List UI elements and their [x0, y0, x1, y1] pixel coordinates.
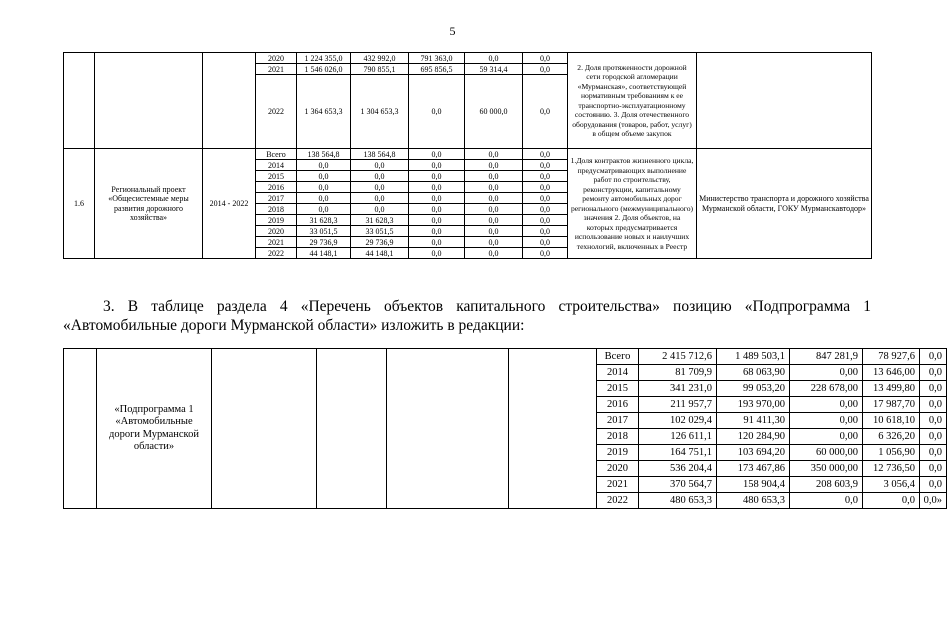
value-cell: 0,0: [523, 226, 568, 237]
value-cell: 81 709,9: [639, 365, 717, 381]
value-cell: 0,0: [920, 365, 947, 381]
value-cell: 0,00: [790, 413, 863, 429]
value-cell: 0,0: [523, 182, 568, 193]
section-number-cell: 1.6: [64, 149, 95, 259]
value-cell: 536 204,4: [639, 461, 717, 477]
year-cell: 2015: [256, 171, 297, 182]
value-cell: 0,0: [409, 248, 465, 259]
value-cell: 791 363,0: [409, 53, 465, 64]
value-cell: 695 856,5: [409, 64, 465, 75]
value-cell: 44 148,1: [297, 248, 351, 259]
value-cell: 0,0: [409, 226, 465, 237]
value-cell: 91 411,30: [717, 413, 790, 429]
value-cell: 102 029,4: [639, 413, 717, 429]
value-cell: 0,0: [351, 171, 409, 182]
value-cell: 0,0: [465, 53, 523, 64]
section-name-cell: [95, 53, 203, 149]
value-cell: 0,0: [409, 75, 465, 149]
indicators-cell: 2. Доля протяженности дорожной сети городской агломерации «Мурманская», соответствующей нормативным требованиям к ее транспортно-эксплуатационному состоянию. 3. Доля отечественного оборудования (товаров, работ, услуг) в общем объеме закупок: [568, 53, 697, 149]
value-cell: 0,0»: [920, 493, 947, 509]
value-cell: 193 970,00: [717, 397, 790, 413]
value-cell: 126 611,1: [639, 429, 717, 445]
value-cell: 33 051,5: [351, 226, 409, 237]
value-cell: 0,0: [465, 160, 523, 171]
value-cell: 0,0: [920, 445, 947, 461]
value-cell: 0,0: [409, 182, 465, 193]
value-cell: 0,0: [297, 193, 351, 204]
year-cell: 2014: [597, 365, 639, 381]
value-cell: 0,0: [297, 160, 351, 171]
year-cell: 2016: [256, 182, 297, 193]
value-cell: 0,0: [351, 160, 409, 171]
value-cell: 0,0: [523, 248, 568, 259]
value-cell: 0,0: [523, 171, 568, 182]
empty-cell: [212, 349, 317, 509]
value-cell: 60 000,00: [790, 445, 863, 461]
value-cell: 44 148,1: [351, 248, 409, 259]
period-cell: 2014 - 2022: [203, 149, 256, 259]
value-cell: 0,0: [920, 477, 947, 493]
value-cell: 211 957,7: [639, 397, 717, 413]
year-cell: 2018: [597, 429, 639, 445]
year-cell: 2016: [597, 397, 639, 413]
value-cell: 0,0: [465, 226, 523, 237]
value-cell: 13 499,80: [863, 381, 920, 397]
year-cell: 2015: [597, 381, 639, 397]
value-cell: 138 564,8: [351, 149, 409, 160]
value-cell: 0,00: [790, 397, 863, 413]
page-number: 5: [449, 24, 456, 38]
value-cell: 10 618,10: [863, 413, 920, 429]
empty-cell: [317, 349, 387, 509]
year-cell: 2020: [597, 461, 639, 477]
value-cell: 173 467,86: [717, 461, 790, 477]
value-cell: 0,0: [523, 64, 568, 75]
year-cell: 2014: [256, 160, 297, 171]
table-row: [64, 349, 947, 365]
year-cell: 2021: [256, 64, 297, 75]
number-cell: [64, 349, 97, 509]
section-number-cell: [64, 53, 95, 149]
value-cell: 1 546 026,0: [297, 64, 351, 75]
value-cell: 0,0: [523, 75, 568, 149]
value-cell: 370 564,7: [639, 477, 717, 493]
value-cell: 0,0: [465, 248, 523, 259]
value-cell: 0,0: [409, 204, 465, 215]
value-cell: 0,0: [465, 204, 523, 215]
value-cell: 13 646,00: [863, 365, 920, 381]
value-cell: 0,0: [863, 493, 920, 509]
value-cell: 1 056,90: [863, 445, 920, 461]
year-cell: 2020: [256, 226, 297, 237]
value-cell: 78 927,6: [863, 349, 920, 365]
value-cell: 0,0: [790, 493, 863, 509]
value-cell: 0,0: [351, 193, 409, 204]
value-cell: 432 992,0: [351, 53, 409, 64]
capital-construction-table: [63, 348, 947, 509]
value-cell: 0,0: [465, 193, 523, 204]
section-name-cell: Региональный проект «Общесистемные меры развития дорожного хозяйства»: [95, 149, 203, 259]
value-cell: 847 281,9: [790, 349, 863, 365]
value-cell: 0,0: [920, 429, 947, 445]
value-cell: 29 736,9: [297, 237, 351, 248]
value-cell: 0,0: [297, 171, 351, 182]
paragraph-line-2: «Автомобильные дороги Мурманской области» изложить в редакции:: [63, 317, 525, 334]
value-cell: 0,0: [523, 204, 568, 215]
value-cell: 350 000,00: [790, 461, 863, 477]
year-cell: 2019: [597, 445, 639, 461]
program-table-continued: [63, 52, 872, 259]
value-cell: 6 326,20: [863, 429, 920, 445]
value-cell: 12 736,50: [863, 461, 920, 477]
value-cell: 0,0: [523, 149, 568, 160]
value-cell: 120 284,90: [717, 429, 790, 445]
year-cell: 2022: [256, 248, 297, 259]
value-cell: 0,0: [465, 237, 523, 248]
value-cell: 0,0: [351, 204, 409, 215]
value-cell: 59 314,4: [465, 64, 523, 75]
value-cell: 0,0: [523, 193, 568, 204]
value-cell: 0,0: [351, 182, 409, 193]
value-cell: 0,0: [523, 53, 568, 64]
value-cell: 103 694,20: [717, 445, 790, 461]
value-cell: 0,0: [920, 461, 947, 477]
table-row: [64, 149, 872, 160]
year-cell: Всего: [597, 349, 639, 365]
value-cell: 790 855,1: [351, 64, 409, 75]
value-cell: 0,0: [409, 193, 465, 204]
value-cell: 33 051,5: [297, 226, 351, 237]
table-row: [64, 53, 872, 64]
value-cell: 480 653,3: [717, 493, 790, 509]
value-cell: 31 628,3: [351, 215, 409, 226]
value-cell: 0,0: [523, 160, 568, 171]
value-cell: 1 304 653,3: [351, 75, 409, 149]
executor-cell: Министерство транспорта и дорожного хозяйства Мурманской области, ГОКУ Мурманскавтодор»: [697, 149, 872, 259]
amendment-paragraph: [63, 297, 871, 335]
value-cell: 208 603,9: [790, 477, 863, 493]
year-cell: 2017: [597, 413, 639, 429]
value-cell: 0,0: [465, 149, 523, 160]
value-cell: 0,00: [790, 365, 863, 381]
value-cell: 0,0: [920, 397, 947, 413]
year-cell: 2021: [597, 477, 639, 493]
value-cell: 99 053,20: [717, 381, 790, 397]
year-cell: 2017: [256, 193, 297, 204]
value-cell: 0,0: [920, 413, 947, 429]
value-cell: 0,0: [465, 215, 523, 226]
value-cell: 0,0: [465, 182, 523, 193]
value-cell: 0,0: [297, 204, 351, 215]
executor-cell: [697, 53, 872, 149]
value-cell: 2 415 712,6: [639, 349, 717, 365]
value-cell: 0,0: [409, 171, 465, 182]
year-cell: 2019: [256, 215, 297, 226]
value-cell: 0,0: [465, 171, 523, 182]
value-cell: 1 224 355,0: [297, 53, 351, 64]
subprogram-name-cell: «Подпрограмма 1 «Автомобильные дороги Мурманской области»: [97, 349, 212, 509]
value-cell: 0,0: [409, 237, 465, 248]
value-cell: 228 678,00: [790, 381, 863, 397]
year-cell: 2021: [256, 237, 297, 248]
value-cell: 1 489 503,1: [717, 349, 790, 365]
indicators-cell: 1.Доля контрактов жизненного цикла, предусматривающих выполнение работ по строительству, реконструкции, капитальному ремонту автомобильных дорог регионального (межмуниципального) значения 2. Доля объектов, на которых предусматривается использование новых и наилучших технологий, включенных в Реестр: [568, 149, 697, 259]
value-cell: 0,0: [409, 160, 465, 171]
value-cell: 0,0: [523, 237, 568, 248]
value-cell: 31 628,3: [297, 215, 351, 226]
value-cell: 29 736,9: [351, 237, 409, 248]
value-cell: 17 987,70: [863, 397, 920, 413]
value-cell: 0,0: [297, 182, 351, 193]
year-cell: 2018: [256, 204, 297, 215]
value-cell: 0,0: [409, 215, 465, 226]
year-cell: Всего: [256, 149, 297, 160]
value-cell: 1 364 653,3: [297, 75, 351, 149]
value-cell: 138 564,8: [297, 149, 351, 160]
value-cell: 341 231,0: [639, 381, 717, 397]
year-cell: 2020: [256, 53, 297, 64]
value-cell: 0,0: [409, 149, 465, 160]
year-cell: 2022: [256, 75, 297, 149]
value-cell: 480 653,3: [639, 493, 717, 509]
value-cell: 0,0: [920, 349, 947, 365]
empty-cell: [387, 349, 509, 509]
value-cell: 164 751,1: [639, 445, 717, 461]
period-cell: [203, 53, 256, 149]
value-cell: 0,0: [523, 215, 568, 226]
value-cell: 0,0: [920, 381, 947, 397]
empty-cell: [509, 349, 597, 509]
paragraph-line-1: 3. В таблице раздела 4 «Перечень объектов капитального строительства» позицию «Подпрограмма 1: [103, 298, 871, 315]
value-cell: 3 056,4: [863, 477, 920, 493]
value-cell: 68 063,90: [717, 365, 790, 381]
year-cell: 2022: [597, 493, 639, 509]
value-cell: 60 000,0: [465, 75, 523, 149]
value-cell: 158 904,4: [717, 477, 790, 493]
value-cell: 0,00: [790, 429, 863, 445]
